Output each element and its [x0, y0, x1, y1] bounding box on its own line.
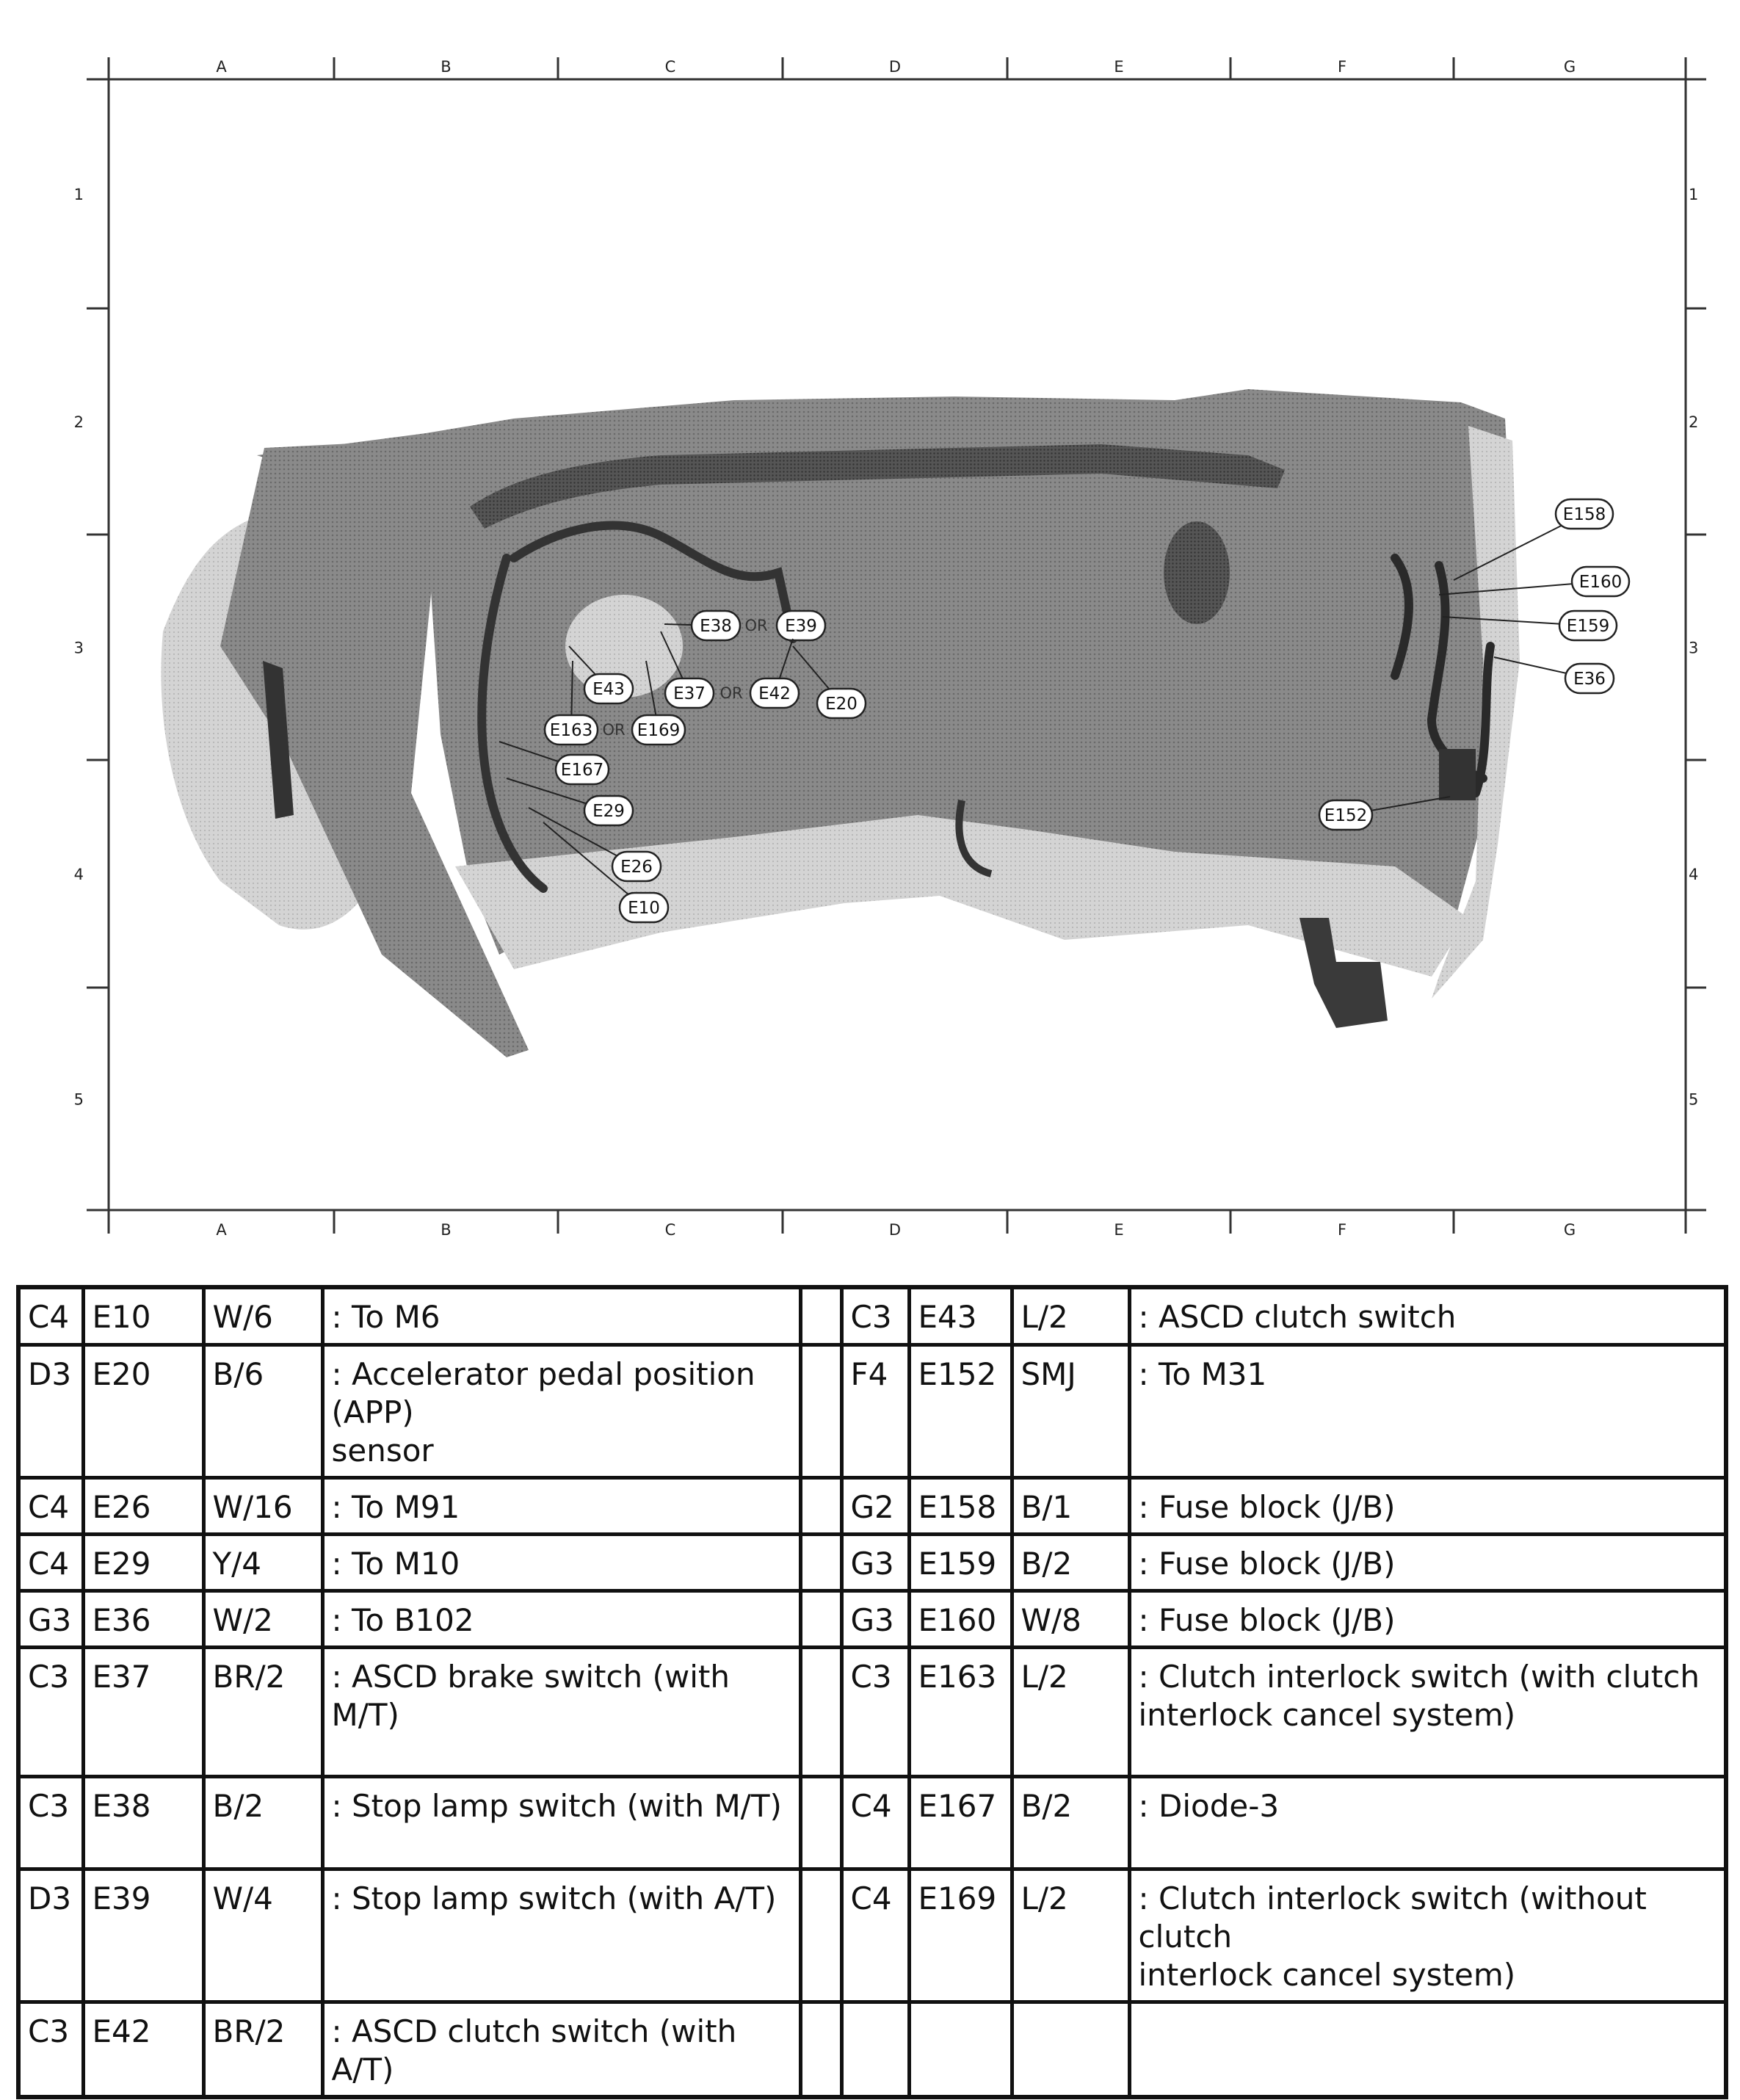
callout-label: E163	[549, 721, 593, 740]
connector-id-cell: E29	[83, 1534, 203, 1590]
callout-label: E38	[700, 617, 732, 636]
connector-id-cell: E39	[83, 1869, 203, 2002]
dash-panel-artwork	[161, 389, 1520, 1057]
connector-type-cell: W/8	[1012, 1590, 1129, 1647]
callout-label: E169	[637, 721, 681, 740]
connector-id-cell: E160	[909, 1590, 1012, 1647]
spacer-cell	[800, 1287, 841, 1344]
grid-ref-cell: G3	[841, 1590, 909, 1647]
connector-type-cell: B/1	[1012, 1477, 1129, 1534]
spacer-cell	[800, 2002, 841, 2097]
row-label-2-left: 2	[73, 413, 84, 431]
row-label-2-right: 2	[1689, 413, 1699, 431]
description-cell: : To M10	[322, 1534, 800, 1590]
grid-ref-cell: C3	[18, 1776, 83, 1869]
row-label-1-right: 1	[1689, 186, 1699, 203]
table-row	[18, 1647, 1726, 1776]
grid-ref-cell: F4	[841, 1344, 909, 1477]
grid-ref-cell: G2	[841, 1477, 909, 1534]
callout-label: E37	[673, 684, 706, 703]
connector-id-cell: E169	[909, 1869, 1012, 2002]
callout-label: E26	[620, 858, 653, 877]
grid-ref-cell: D3	[18, 1869, 83, 2002]
connector-type-cell: W/6	[203, 1287, 322, 1344]
connector-type-cell: BR/2	[203, 1647, 322, 1776]
description-cell: : ASCD clutch switch	[1129, 1287, 1726, 1344]
connector-id-cell: E43	[909, 1287, 1012, 1344]
spacer-cell	[800, 1344, 841, 1477]
row-label-3-left: 3	[73, 639, 84, 657]
callout-label: E158	[1562, 505, 1606, 524]
column-label-g-top: G	[1563, 58, 1576, 76]
connector-id-cell: E163	[909, 1647, 1012, 1776]
description-cell: : ASCD clutch switch (with A/T)	[322, 2002, 800, 2097]
description-cell: : ASCD brake switch (with M/T)	[322, 1647, 800, 1776]
spacer-cell	[800, 1477, 841, 1534]
spacer-cell	[800, 1647, 841, 1776]
spacer-cell	[800, 1776, 841, 1869]
or-label: OR	[602, 721, 626, 739]
connector-type-cell: Y/4	[203, 1534, 322, 1590]
connector-type-cell: BR/2	[203, 2002, 322, 2097]
description-cell: : Diode-3	[1129, 1776, 1726, 1869]
row-label-4-left: 4	[73, 866, 84, 883]
connector-id-cell: E26	[83, 1477, 203, 1534]
connector-id-cell: E152	[909, 1344, 1012, 1477]
column-label-a-bottom: A	[216, 1221, 227, 1239]
description-cell: : Stop lamp switch (with M/T)	[322, 1776, 800, 1869]
column-label-d-bottom: D	[888, 1221, 902, 1239]
callout-label: E160	[1578, 573, 1623, 592]
column-label-a-top: A	[216, 58, 227, 76]
connector-id-cell: E10	[83, 1287, 203, 1344]
description-cell	[1129, 2002, 1726, 2097]
callout-label: E39	[785, 617, 817, 636]
connector-list-table	[16, 1285, 1728, 2099]
connector-type-cell: B/2	[1012, 1534, 1129, 1590]
grid-ref-cell: C3	[841, 1647, 909, 1776]
row-label-5-left: 5	[73, 1090, 84, 1109]
grid-ref-cell: G3	[18, 1590, 83, 1647]
description-cell: : Accelerator pedal position (APP) sensor	[322, 1344, 800, 1477]
table-row	[18, 1344, 1726, 1477]
column-label-b-top: B	[441, 58, 452, 76]
connector-id-cell	[909, 2002, 1012, 2097]
connector-type-cell: B/2	[1012, 1776, 1129, 1869]
description-cell: : Fuse block (J/B)	[1129, 1534, 1726, 1590]
callout-e39	[777, 611, 825, 640]
row-label-1-left: 1	[73, 186, 84, 203]
table-row	[18, 1534, 1726, 1590]
connector-type-cell: B/6	[203, 1344, 322, 1477]
description-cell: : To M91	[322, 1477, 800, 1534]
connector-id-cell: E159	[909, 1534, 1012, 1590]
connector-type-cell: L/2	[1012, 1869, 1129, 2002]
description-cell: : Clutch interlock switch (with clutch interlock cancel system)	[1129, 1647, 1726, 1776]
connector-type-cell: W/4	[203, 1869, 322, 2002]
connector-block-e152	[1439, 749, 1476, 800]
connector-id-cell: E158	[909, 1477, 1012, 1534]
connector-type-cell: W/2	[203, 1590, 322, 1647]
heater-opening	[1164, 521, 1230, 624]
connector-type-cell: L/2	[1012, 1287, 1129, 1344]
table-row	[18, 1776, 1726, 1869]
connector-type-cell: W/16	[203, 1477, 322, 1534]
callout-label: E152	[1324, 806, 1368, 825]
column-label-d-top: D	[888, 58, 902, 76]
table-row	[18, 1590, 1726, 1647]
description-cell: : To M31	[1129, 1344, 1726, 1477]
column-label-b-bottom: B	[441, 1221, 452, 1239]
connector-id-cell: E37	[83, 1647, 203, 1776]
callout-label: E42	[758, 684, 791, 703]
spacer-cell	[800, 1590, 841, 1647]
spacer-cell	[800, 1869, 841, 2002]
column-label-f-bottom: F	[1337, 1221, 1347, 1239]
connector-id-cell: E36	[83, 1590, 203, 1647]
column-label-e-top: E	[1114, 58, 1124, 76]
or-label: OR	[719, 684, 743, 702]
callout-label: E167	[560, 761, 604, 780]
callout-label: E20	[825, 695, 858, 714]
connector-type-cell	[1012, 2002, 1129, 2097]
connector-type-cell: L/2	[1012, 1647, 1129, 1776]
description-cell: : To B102	[322, 1590, 800, 1647]
callout-label: E36	[1573, 670, 1606, 689]
connector-id-cell: E42	[83, 2002, 203, 2097]
grid-ref-cell: C3	[841, 1287, 909, 1344]
grid-ref-cell: D3	[18, 1344, 83, 1477]
grid-ref-cell: G3	[841, 1534, 909, 1590]
column-label-e-bottom: E	[1114, 1221, 1124, 1239]
grid-ref-cell: C4	[18, 1477, 83, 1534]
table-row	[18, 1477, 1726, 1534]
callout-label: E29	[592, 802, 625, 821]
grid-ref-cell: C3	[18, 2002, 83, 2097]
grid-ref-cell	[841, 2002, 909, 2097]
grid-ref-cell: C4	[18, 1534, 83, 1590]
connector-id-cell: E167	[909, 1776, 1012, 1869]
column-label-f-top: F	[1337, 58, 1347, 76]
connector-id-cell: E38	[83, 1776, 203, 1869]
grid-ref-cell: C4	[841, 1869, 909, 2002]
description-cell: : Clutch interlock switch (without clutch interlock cancel system)	[1129, 1869, 1726, 2002]
column-label-g-bottom: G	[1563, 1221, 1576, 1239]
connector-id-cell: E20	[83, 1344, 203, 1477]
grid-ref-cell: C3	[18, 1647, 83, 1776]
grid-ref-cell: C4	[18, 1287, 83, 1344]
or-label: OR	[744, 617, 768, 634]
column-label-c-bottom: C	[664, 1221, 676, 1239]
description-cell: : Fuse block (J/B)	[1129, 1477, 1726, 1534]
column-label-c-top: C	[664, 58, 676, 76]
connector-type-cell: B/2	[203, 1776, 322, 1869]
table-row	[18, 2002, 1726, 2097]
description-cell: : Fuse block (J/B)	[1129, 1590, 1726, 1647]
callout-label: E159	[1566, 617, 1610, 636]
callout-label: E10	[628, 899, 660, 918]
spacer-cell	[800, 1534, 841, 1590]
callout-label: E43	[592, 680, 625, 699]
row-label-5-right: 5	[1689, 1090, 1699, 1109]
description-cell: : To M6	[322, 1287, 800, 1344]
table-row	[18, 1869, 1726, 2002]
table-row	[18, 1287, 1726, 1344]
grid-ref-cell: C4	[841, 1776, 909, 1869]
description-cell: : Stop lamp switch (with A/T)	[322, 1869, 800, 2002]
row-label-3-right: 3	[1689, 639, 1699, 657]
row-label-4-right: 4	[1689, 866, 1699, 883]
connector-type-cell: SMJ	[1012, 1344, 1129, 1477]
